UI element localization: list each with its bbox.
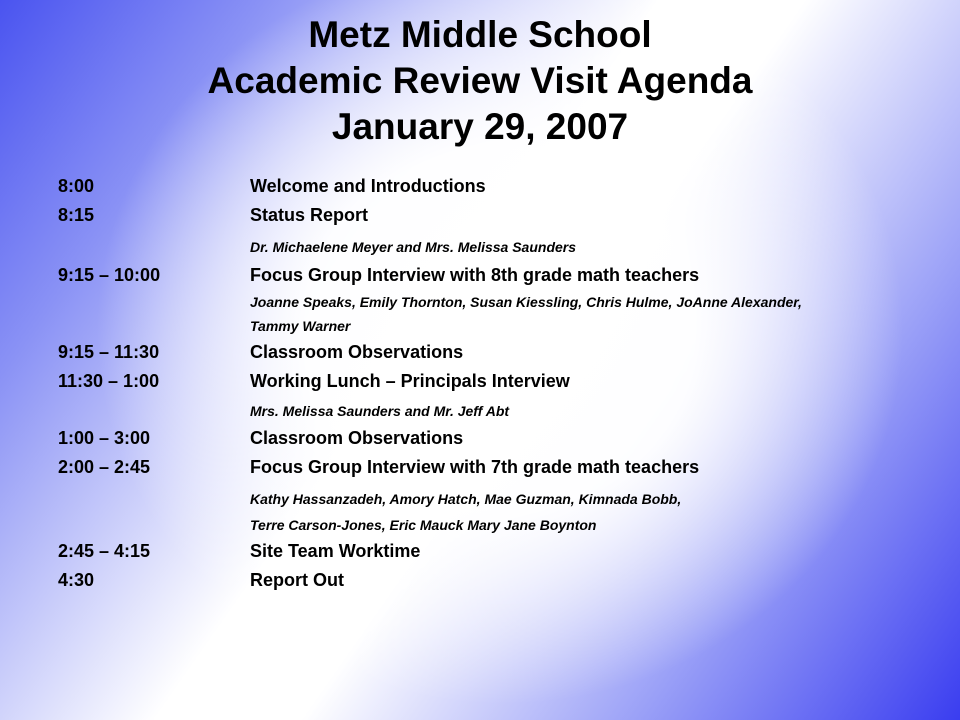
agenda-event: Focus Group Interview with 7th grade math teachers <box>250 457 700 477</box>
agenda-time: 2:00 – 2:45 <box>58 457 151 477</box>
agenda-list <box>58 172 938 595</box>
agenda-time: 9:15 – 11:30 <box>58 342 160 362</box>
agenda-time: 4:30 <box>58 570 95 590</box>
agenda-item <box>58 172 938 201</box>
agenda-item <box>58 566 938 595</box>
school-name: Metz Middle School <box>308 14 652 55</box>
agenda-event: Classroom Observations <box>250 342 464 362</box>
agenda-item <box>58 537 938 566</box>
agenda-detail: Dr. Michaelene Meyer and Mrs. Melissa Saunders <box>250 239 577 255</box>
agenda-item <box>58 424 938 453</box>
agenda-event: Report Out <box>250 570 344 590</box>
agenda-item <box>58 201 938 230</box>
agenda-item <box>58 453 938 482</box>
agenda-time: 8:00 <box>58 176 95 196</box>
agenda-detail: Mrs. Melissa Saunders and Mr. Jeff Abt <box>250 403 510 419</box>
agenda-event: Site Team Worktime <box>250 541 421 561</box>
agenda-detail: Tammy Warner <box>250 318 351 334</box>
agenda-item <box>58 367 938 396</box>
agenda-item <box>58 261 938 290</box>
agenda-time: 1:00 – 3:00 <box>58 428 151 448</box>
agenda-detail: Kathy Hassanzadeh, Amory Hatch, Mae Guzman, Kimnada Bobb, <box>250 491 682 507</box>
agenda-detail: Joanne Speaks, Emily Thornton, Susan Kiessling, Chris Hulme, JoAnne Alexander, <box>250 294 802 310</box>
agenda-event: Welcome and Introductions <box>250 176 486 196</box>
agenda-time: 9:15 – 10:00 <box>58 265 161 285</box>
agenda-event: Focus Group Interview with 8th grade math teachers <box>250 265 700 285</box>
agenda-event: Status Report <box>250 205 369 225</box>
agenda-item <box>58 338 938 367</box>
agenda-title: Academic Review Visit Agenda <box>207 60 753 101</box>
agenda-event: Classroom Observations <box>250 428 464 448</box>
agenda-time: 11:30 – 1:00 <box>58 371 160 391</box>
agenda-detail: Terre Carson-Jones, Eric Mauck Mary Jane Boynton <box>250 517 597 533</box>
agenda-event: Working Lunch – Principals Interview <box>250 371 570 391</box>
agenda-time: 2:45 – 4:15 <box>58 541 151 561</box>
agenda-time: 8:15 <box>58 205 95 225</box>
agenda-date: January 29, 2007 <box>331 106 629 147</box>
slide-title <box>0 12 960 150</box>
